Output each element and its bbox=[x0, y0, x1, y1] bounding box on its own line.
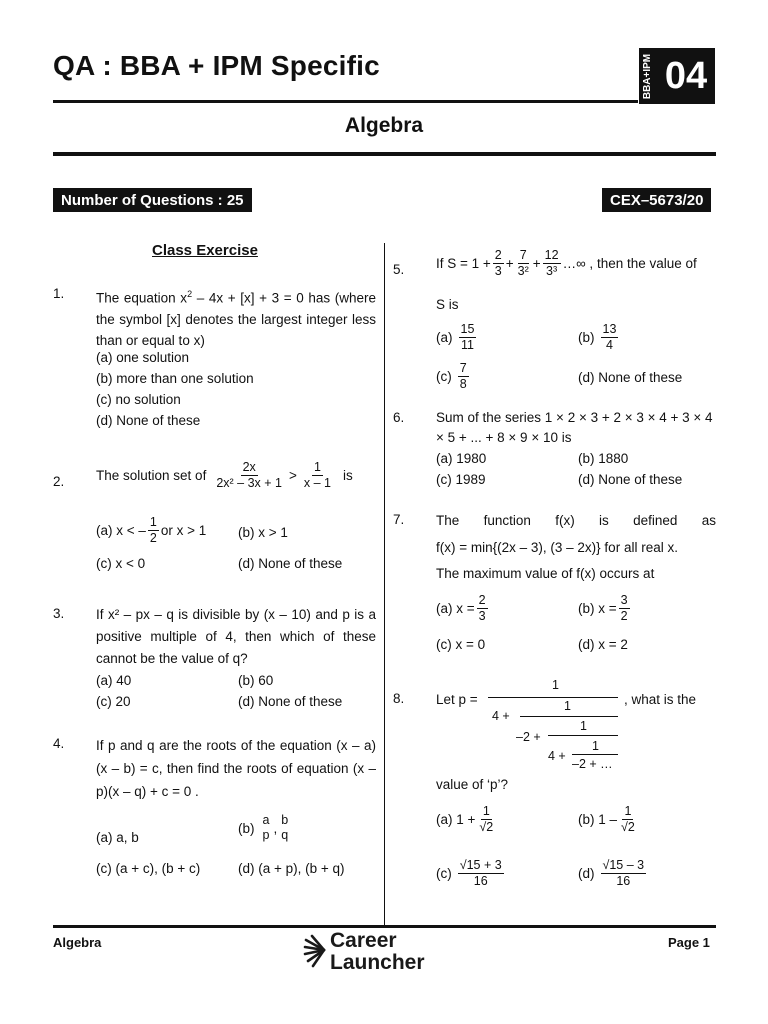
column-divider bbox=[384, 243, 385, 925]
chapter-title: Algebra bbox=[344, 114, 424, 137]
option-c: (c) $\frac{√15 + 3}{16}$ bbox=[436, 858, 502, 888]
fraction: $\frac{7}{\text{3²}}$ bbox=[517, 248, 529, 278]
option-d: (d) None of these bbox=[96, 413, 201, 428]
question-number: 2. bbox=[53, 474, 65, 489]
continued-fraction: 1 4 + 1 –2 + 1 4 + 1 –2 + … bbox=[488, 678, 618, 773]
option-c: (c) 20 bbox=[96, 694, 131, 709]
question-8-text-cont: value of ‘p’? bbox=[436, 777, 509, 792]
questions-count-badge: Number of Questions : 25 bbox=[53, 188, 252, 212]
brand-logo-text: Career Launcher bbox=[330, 929, 425, 974]
question-4-text: If p and q are the roots of the equation (x – a)(x – b) = c, then find the roots of equation (x – p)(x – q) + c = 0 . bbox=[96, 738, 376, 799]
header-rule bbox=[53, 100, 638, 103]
fraction: $\frac{√15 - 3}{16}$ bbox=[602, 858, 645, 888]
fraction: $\frac{1}{√2}$ bbox=[479, 804, 494, 834]
chapter-number-badge: 04 bbox=[657, 48, 715, 104]
option-a: (a) one solution bbox=[96, 350, 190, 365]
page-title: QA : BBA + IPM Specific bbox=[53, 50, 380, 81]
option-a: (a) x = $\frac{2}{3}$ bbox=[436, 593, 486, 623]
exercise-code-badge: CEX–5673/20 bbox=[602, 188, 711, 212]
fraction: a p bbox=[262, 813, 270, 842]
question-6-text: Sum of the series 1 × 2 × 3 + 2 × 3 × 4 + 3 × 4 × 5 + ... + 8 × 9 × 10 is bbox=[436, 410, 713, 445]
option-a: (a) x < – $\frac{1}{2}$ or x > 1 bbox=[96, 515, 207, 545]
fraction: $\frac{13}{4}$ bbox=[602, 322, 617, 352]
option-b: (b) a p , b q bbox=[238, 813, 289, 842]
starburst-logo-icon bbox=[302, 932, 328, 973]
question-number: 5. bbox=[393, 262, 405, 277]
question-number: 3. bbox=[53, 606, 65, 621]
option-b: (b) x > 1 bbox=[238, 525, 288, 540]
option-b: (b) 1880 bbox=[578, 451, 629, 466]
option-d: (d) None of these bbox=[578, 472, 683, 487]
question-3-text: If x² – px – q is divisible by (x – 10) and p is a positive multiple of 4, then which of these cannot be the value of q? bbox=[96, 607, 376, 666]
question-5-text-cont: S is bbox=[436, 297, 459, 312]
question-8-tail: , what is the bbox=[624, 692, 697, 707]
question-7-text: The function f(x) is defined as bbox=[436, 513, 716, 528]
option-c: (c) $\frac{7}{8}$ bbox=[436, 361, 467, 391]
section-heading: Class Exercise bbox=[152, 242, 258, 259]
fraction: $\frac{1}{x - 1}$ bbox=[303, 460, 331, 490]
option-d: (d) None of these bbox=[578, 370, 683, 385]
question-7-text-cont: The maximum value of f(x) occurs at bbox=[436, 566, 655, 581]
option-d: (d) $\frac{√15 - 3}{16}$ bbox=[578, 858, 645, 888]
footer-chapter: Algebra bbox=[53, 935, 102, 950]
fraction: $\frac{1}{√2}$ bbox=[621, 804, 635, 834]
option-a: (a) a, b bbox=[96, 830, 139, 845]
option-d: (d) None of these bbox=[238, 694, 343, 709]
option-d: (d) (a + p), (b + q) bbox=[238, 861, 345, 876]
option-a: (a) $\frac{15}{11}$ bbox=[436, 322, 475, 352]
question-number: 4. bbox=[53, 736, 65, 751]
footer-rule bbox=[53, 925, 716, 928]
fraction: $\frac{1}{2}$ bbox=[149, 515, 157, 545]
option-b: (b) more than one solution bbox=[96, 371, 254, 386]
question-number: 8. bbox=[393, 691, 405, 706]
fraction: $\frac{12}{\text{3³}}$ bbox=[544, 248, 559, 278]
option-a: (a) 40 bbox=[96, 673, 132, 688]
question-number: 1. bbox=[53, 286, 65, 301]
question-8-lead: Let p = bbox=[436, 692, 478, 707]
fraction: $\frac{7}{8}$ bbox=[459, 361, 467, 391]
fraction: b q bbox=[281, 813, 289, 842]
fraction: $\frac{15}{11}$ bbox=[460, 322, 475, 352]
option-b: (b) $\frac{13}{4}$ bbox=[578, 322, 617, 352]
question-2-text: The solution set of $\frac{2x}{\text{2x² – 3x + 1}}$ > $\frac{1}{x - 1}$ is bbox=[96, 460, 353, 490]
fraction: $\frac{2}{3}$ bbox=[494, 248, 502, 278]
option-c: (c) 1989 bbox=[436, 472, 486, 487]
option-c: (c) x = 0 bbox=[436, 637, 486, 652]
option-b: (b) x = $\frac{3}{2}$ bbox=[578, 593, 628, 623]
page-number: Page 1 bbox=[668, 935, 710, 950]
option-c: (c) (a + c), (b + c) bbox=[96, 861, 201, 876]
title-rule bbox=[53, 152, 716, 156]
option-a: (a) 1 + $\frac{1}{√2}$ bbox=[436, 804, 494, 834]
option-c: (c) x < 0 bbox=[96, 556, 146, 571]
option-d: (d) x = 2 bbox=[578, 637, 628, 652]
question-number: 6. bbox=[393, 410, 405, 425]
fraction: $\frac{3}{2}$ bbox=[620, 593, 628, 623]
fraction: $\frac{2x}{\text{2x² – 3x + 1}}$ bbox=[216, 460, 282, 490]
question-number: 7. bbox=[393, 512, 405, 527]
question-1-text: The equation $x^2 - 4x + [x] + 3 = 0$ has (where the symbol [x] denotes the largest integer less than or equal to x) bbox=[96, 289, 376, 348]
option-b: (b) 1 – $\frac{1}{√2}$ bbox=[578, 804, 635, 834]
option-b: (b) 60 bbox=[238, 673, 274, 688]
question-7-formula: f(x) = min{(2x – 3), (3 – 2x)} for all real x. bbox=[436, 540, 678, 555]
fraction: $\frac{√15 + 3}{16}$ bbox=[459, 858, 502, 888]
fraction: $\frac{2}{3}$ bbox=[478, 593, 486, 623]
question-5-text: If S = 1 + $\frac{2}{3}$ + $\frac{7}{\text{3²}}$ + $\frac{12}{\text{3³}}$ …∞ , then the value of bbox=[436, 248, 697, 278]
option-c: (c) no solution bbox=[96, 392, 181, 407]
chapter-badge-side: BBA+IPM bbox=[639, 48, 657, 104]
option-a: (a) 1980 bbox=[436, 451, 487, 466]
option-d: (d) None of these bbox=[238, 556, 343, 571]
